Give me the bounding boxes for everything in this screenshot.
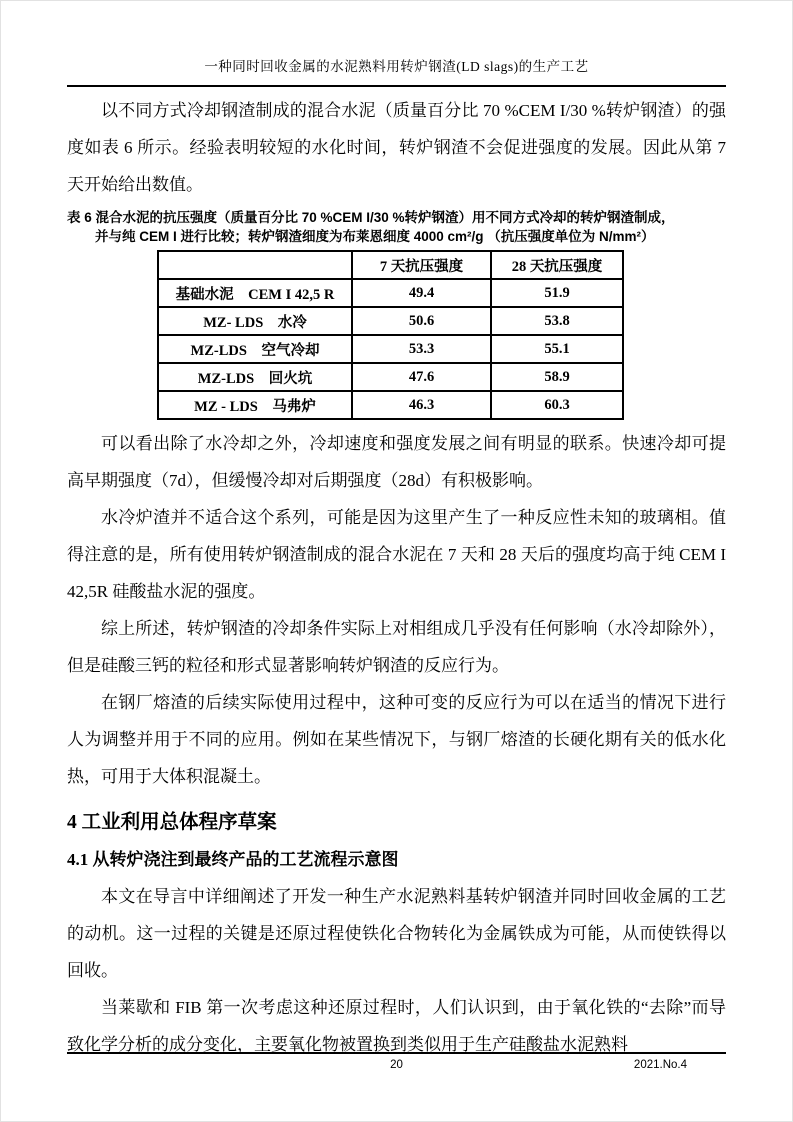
table-row <box>158 307 623 335</box>
subsection-heading-4-1: 4.1 从转炉浇注到最终产品的工艺流程示意图 <box>67 850 399 869</box>
cell-7d: 47.6 <box>352 363 491 391</box>
header-cell-7d: 7 天抗压强度 <box>352 251 491 279</box>
paragraph-cooling-link: 可以看出除了水冷却之外，冷却速度和强度发展之间有明显的联系。快速冷却可提高早期强度（7d），但缓慢冷却对后期强度（28d）有积极影响。 <box>67 434 726 490</box>
table-row <box>158 335 623 363</box>
cell-7d: 49.4 <box>352 279 491 307</box>
cell-28d: 58.9 <box>491 363 623 391</box>
table6-caption-line2: 并与纯 CEM I 进行比较；转炉钢渣细度为布莱恩细度 4000 cm²/g （抗压强度单位为 N/mm²） <box>95 229 655 244</box>
page-number: 20 <box>390 1059 403 1071</box>
table-header-row <box>158 251 623 279</box>
page-content <box>67 92 726 1063</box>
cell-28d: 51.9 <box>491 279 623 307</box>
paragraph-strength-intro: 以不同方式冷却钢渣制成的混合水泥（质量百分比 70 %CEM I/30 %转炉钢渣）的强度如表 6 所示。经验表明较短的水化时间，转炉钢渣不会促进强度的发展。因此从第 7 天开始给出数值。 <box>67 101 726 194</box>
cell-7d: 53.3 <box>352 335 491 363</box>
paragraph-practical-use: 在钢厂熔渣的后续实际使用过程中，这种可变的反应行为可以在适当的情况下进行人为调整并用于不同的应用。例如在某些情况下，与钢厂熔渣的长硬化期有关的低水化热，可用于大体积混凝土。 <box>67 693 726 786</box>
running-header-title: 一种同时回收金属的水泥熟料用转炉钢渣(LD slags)的生产工艺 <box>204 59 589 74</box>
cell-28d: 53.8 <box>491 307 623 335</box>
table-6-compressive-strength <box>157 250 624 420</box>
header-cell-28d: 28 天抗压强度 <box>491 251 623 279</box>
table6-caption <box>67 208 726 246</box>
row-label: MZ- LDS 水冷 <box>158 307 352 335</box>
table-row <box>158 279 623 307</box>
cell-7d: 50.6 <box>352 307 491 335</box>
cell-7d: 46.3 <box>352 391 491 419</box>
paragraph-motivation: 本文在导言中详细阐述了开发一种生产水泥熟料基转炉钢渣并同时回收金属的工艺的动机。这一过程的关键是还原过程使铁化合物转化为金属铁成为可能，从而使铁得以回收。 <box>67 887 726 980</box>
row-label: MZ-LDS 回火坑 <box>158 363 352 391</box>
row-label: MZ - LDS 马弗炉 <box>158 391 352 419</box>
table-row <box>158 391 623 419</box>
table6-caption-line1: 表 6 混合水泥的抗压强度（质量百分比 70 %CEM I/30 %转炉钢渣）用不同方式冷却的转炉钢渣制成， <box>67 210 675 225</box>
table-row <box>158 363 623 391</box>
row-label: MZ-LDS 空气冷却 <box>158 335 352 363</box>
section-heading-4: 4 工业利用总体程序草案 <box>67 812 277 833</box>
header-cell-blank <box>158 251 352 279</box>
paragraph-loesche-fib: 当莱歇和 FIB 第一次考虑这种还原过程时，人们认识到，由于氧化铁的“去除”而导致化学分析的成分变化，主要氧化物被置换到类似用于生产硅酸盐水泥熟料 <box>67 998 726 1054</box>
issue-number: 2021.No.4 <box>633 1059 687 1071</box>
paragraph-summary: 综上所述，转炉钢渣的冷却条件实际上对相组成几乎没有任何影响（水冷却除外），但是硅酸三钙的粒径和形式显著影响转炉钢渣的反应行为。 <box>67 619 726 675</box>
row-label: 基础水泥 CEM I 42,5 R <box>158 279 352 307</box>
cell-28d: 60.3 <box>491 391 623 419</box>
paragraph-water-cooled-slag: 水冷炉渣并不适合这个系列，可能是因为这里产生了一种反应性未知的玻璃相。值得注意的是，所有使用转炉钢渣制成的混合水泥在 7 天和 28 天后的强度均高于纯 CEM I 42,5R 硅酸盐水泥的强度。 <box>67 508 726 601</box>
header-rule <box>67 85 726 87</box>
footer-rule <box>67 1052 726 1054</box>
cell-28d: 55.1 <box>491 335 623 363</box>
